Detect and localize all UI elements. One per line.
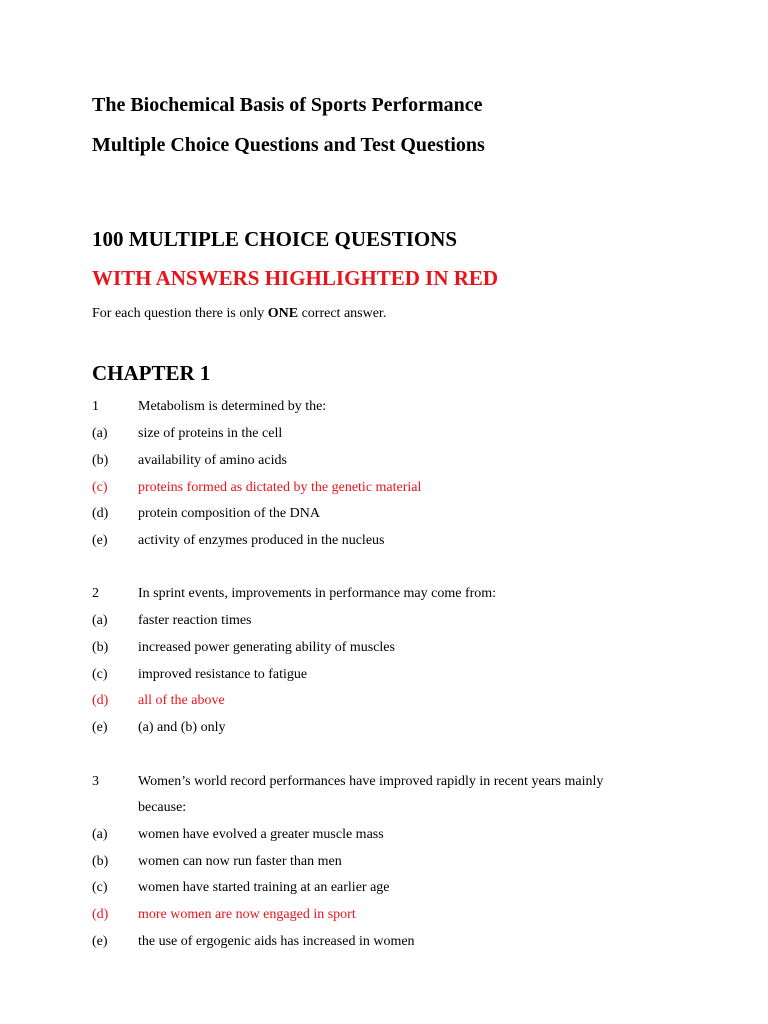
answer-option	[92, 931, 692, 953]
question-row	[92, 396, 692, 418]
document-title-line-1: The Biochemical Basis of Sports Performance	[92, 94, 483, 116]
option-text: availability of amino acids	[138, 453, 287, 468]
option-text: women have started training at an earlier age	[138, 880, 390, 895]
option-label: (c)	[92, 480, 108, 495]
option-label: (e)	[92, 934, 108, 949]
intro-text-after: correct answer.	[298, 306, 387, 321]
option-text: size of proteins in the cell	[138, 426, 283, 441]
option-label: (d)	[92, 506, 109, 521]
question-stem: In sprint events, improvements in performance may come from:	[138, 586, 497, 601]
answer-option	[92, 610, 692, 632]
question-row	[92, 771, 692, 793]
question-stem: Women’s world record performances have improved rapidly in recent years mainly	[138, 774, 604, 789]
answer-option	[92, 877, 692, 899]
question-number: 1	[92, 399, 99, 414]
intro-text	[92, 305, 386, 323]
answer-option-correct	[92, 904, 692, 926]
question-number: 2	[92, 586, 99, 601]
answer-option	[92, 637, 692, 659]
document-title-line-2: Multiple Choice Questions and Test Questions	[92, 134, 485, 156]
option-text: all of the above	[138, 693, 225, 708]
intro-text-bold: ONE	[267, 306, 299, 321]
option-text: more women are now engaged in sport	[138, 907, 356, 922]
answer-option	[92, 450, 692, 472]
answer-option-correct	[92, 477, 692, 499]
option-text: protein composition of the DNA	[138, 506, 320, 521]
option-text: women have evolved a greater muscle mass	[138, 827, 384, 842]
question-row-continued	[92, 797, 692, 819]
answer-option	[92, 664, 692, 686]
chapter-heading: CHAPTER 1	[92, 361, 211, 385]
heading-multiple-choice: 100 MULTIPLE CHOICE QUESTIONS	[92, 227, 458, 251]
answer-option	[92, 717, 692, 739]
option-label: (d)	[92, 907, 109, 922]
option-label: (d)	[92, 693, 109, 708]
question-row	[92, 583, 692, 605]
option-label: (b)	[92, 453, 109, 468]
answer-option	[92, 423, 692, 445]
option-text: improved resistance to fatigue	[138, 667, 308, 682]
answer-option-correct	[92, 690, 692, 712]
option-label: (a)	[92, 426, 108, 441]
question-stem-continued: because:	[138, 800, 187, 815]
option-text: proteins formed as dictated by the genetic material	[138, 480, 422, 495]
heading-answers-highlighted: WITH ANSWERS HIGHLIGHTED IN RED	[92, 266, 499, 290]
option-text: (a) and (b) only	[138, 720, 226, 735]
answer-option	[92, 824, 692, 846]
option-label: (c)	[92, 880, 108, 895]
question-stem: Metabolism is determined by the:	[138, 399, 327, 414]
option-label: (e)	[92, 533, 108, 548]
option-label: (a)	[92, 613, 108, 628]
option-label: (c)	[92, 667, 108, 682]
option-label: (b)	[92, 854, 109, 869]
option-text: increased power generating ability of muscles	[138, 640, 395, 655]
intro-text-before: For each question there is only	[92, 306, 268, 321]
option-text: activity of enzymes produced in the nucleus	[138, 533, 385, 548]
option-label: (b)	[92, 640, 109, 655]
answer-option	[92, 503, 692, 525]
answer-option	[92, 530, 692, 552]
option-label: (a)	[92, 827, 108, 842]
answer-option	[92, 851, 692, 873]
option-text: women can now run faster than men	[138, 854, 342, 869]
option-text: faster reaction times	[138, 613, 252, 628]
question-number: 3	[92, 774, 99, 789]
option-label: (e)	[92, 720, 108, 735]
option-text: the use of ergogenic aids has increased in women	[138, 934, 415, 949]
